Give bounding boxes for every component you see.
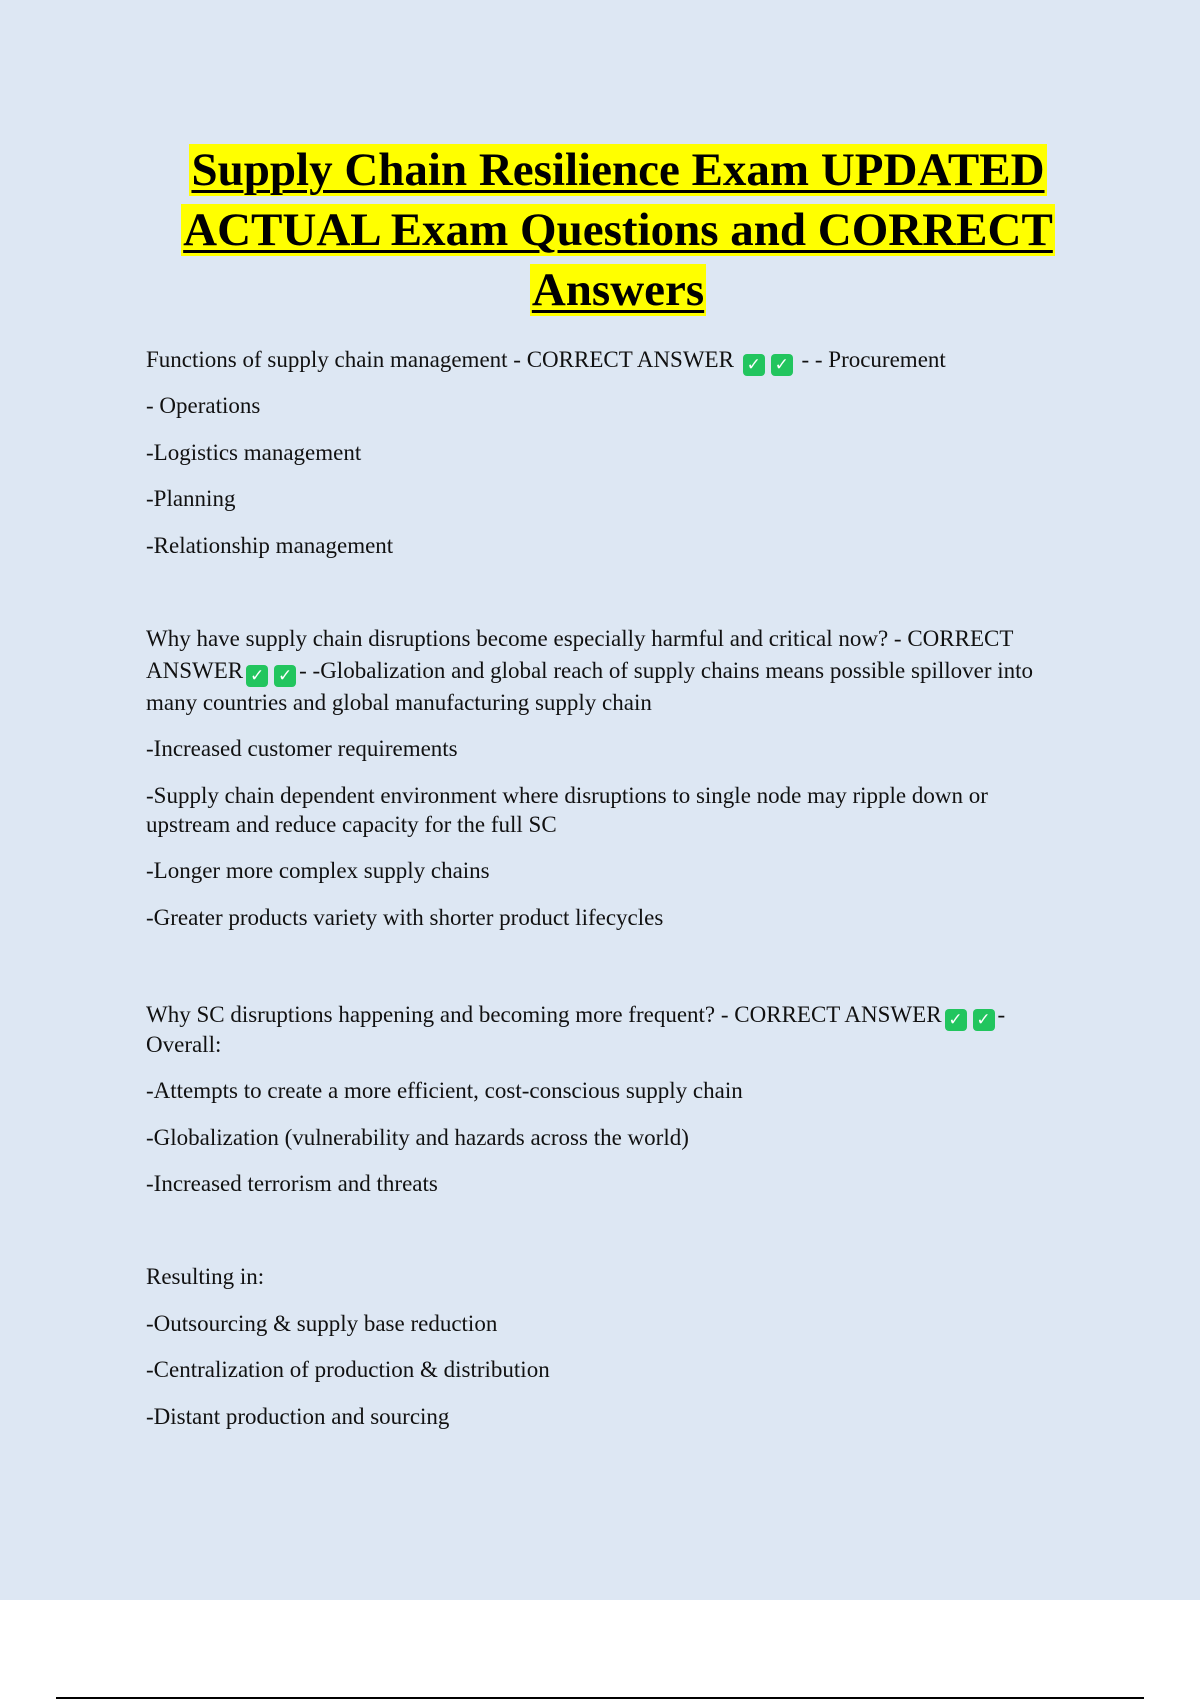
q2-answer-lead: - -Globalization and global reach of supply chains means possible spillover into	[299, 658, 1034, 683]
q2-item-continued: upstream and reduce capacity for the full SC	[146, 812, 557, 837]
check-mark-icon: ✓	[973, 1009, 995, 1031]
q3-answer-continued: Overall:	[146, 1032, 222, 1057]
q2-question-end: ANSWER	[146, 658, 244, 683]
q1-item: -Planning	[146, 486, 236, 511]
check-mark-icon: ✓	[246, 665, 268, 687]
q2-question-line-1: Why have supply chain disruptions become especially harmful and critical now? - CORRECT	[146, 626, 1014, 651]
check-mark-icon: ✓	[743, 354, 765, 376]
title-line-3: Answers	[531, 264, 705, 316]
q3-item: -Globalization (vulnerability and hazards across the world)	[146, 1125, 689, 1150]
check-mark-icon: ✓	[274, 665, 296, 687]
q3-question: Why SC disruptions happening and becoming more frequent? - CORRECT ANSWER	[146, 1002, 942, 1027]
q3-resulting-item: -Centralization of production & distribution	[146, 1357, 550, 1382]
title-line-2: ACTUAL Exam Questions and CORRECT	[183, 204, 1053, 256]
q3-answer-lead: -	[997, 1002, 1006, 1027]
q3-resulting-label: Resulting in:	[146, 1264, 265, 1289]
q2-question-line-2	[146, 655, 1033, 687]
document-title	[146, 140, 1090, 320]
check-mark-icon: ✓	[771, 354, 793, 376]
q3-item: -Increased terrorism and threats	[146, 1171, 438, 1196]
q3-resulting-item: -Outsourcing & supply base reduction	[146, 1311, 498, 1336]
q1-answer-lead: - - Procurement	[801, 347, 946, 372]
q1-item: - Operations	[146, 393, 261, 418]
q1-item: -Logistics management	[146, 440, 362, 465]
q1-question-line	[146, 344, 946, 376]
q3-item: -Attempts to create a more efficient, cost-conscious supply chain	[146, 1078, 743, 1103]
q3-question-line	[146, 999, 1005, 1031]
q3-resulting-item: -Distant production and sourcing	[146, 1404, 450, 1429]
q1-item: -Relationship management	[146, 533, 394, 558]
q2-item: -Greater products variety with shorter product lifecycles	[146, 905, 664, 930]
title-line-1: Supply Chain Resilience Exam UPDATED	[191, 144, 1045, 196]
q1-question: Functions of supply chain management - CORRECT ANSWER	[146, 347, 734, 372]
check-mark-icon: ✓	[945, 1009, 967, 1031]
q2-item: -Supply chain dependent environment where disruptions to single node may ripple down or	[146, 783, 988, 808]
q2-answer-continued: many countries and global manufacturing supply chain	[146, 690, 652, 715]
q2-item: -Longer more complex supply chains	[146, 858, 490, 883]
footer-divider	[56, 1697, 1144, 1699]
q2-item: -Increased customer requirements	[146, 736, 458, 761]
